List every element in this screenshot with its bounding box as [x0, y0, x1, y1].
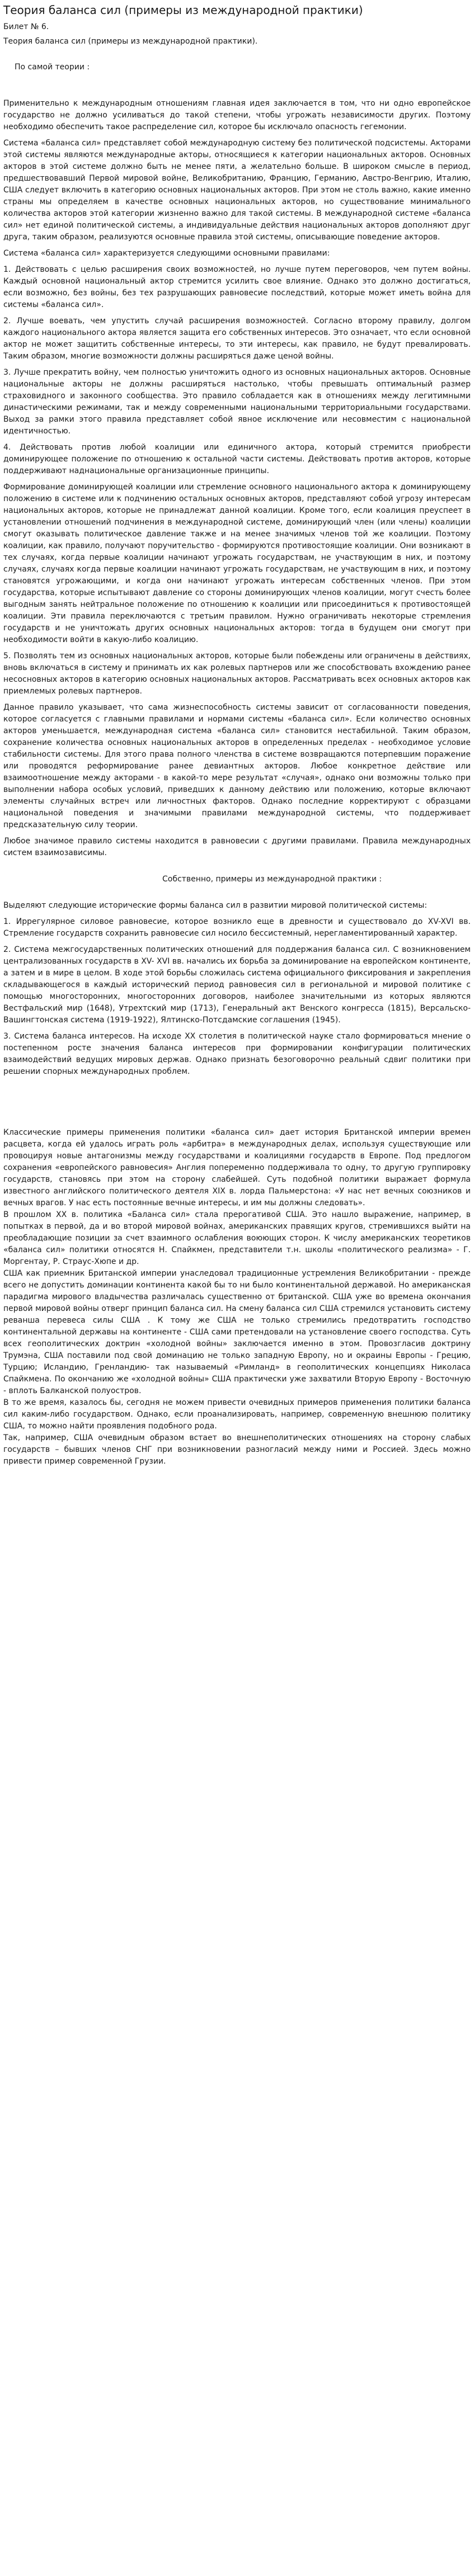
subtitle: Теория баланса сил (примеры из международной практики). — [3, 37, 258, 46]
form-item: 3. Система баланса интересов. На исходе XX столетия в политической науке стало формироваться мнение о постепенном росте значения баланса интересов при формировании конфигурации политических взаимодействий ведущих мировых держав. Однако признать безоговорочно реальный сдвиг политики при решении спорных международных проблем. — [3, 1032, 471, 1076]
paragraph: Любое значимое правило системы находится в равновесии с другими правилами. Правила международных систем взаимозависимы. — [3, 837, 471, 857]
theory-heading: По самой теории : — [15, 63, 90, 72]
history-paragraph: Так, например, США очевидным образом встает во внешнеполитических отношениях на сторону слабых государств – бывших членов СНГ при возникновении разногласий между ними и Россией. Здесь можно привести пример современной Грузии. — [3, 1433, 471, 1466]
forms-section — [0, 900, 474, 1078]
paragraph: Система «баланса сил» характеризуется следующими основными правилами: — [3, 249, 330, 258]
form-item: 1. Иррегулярное силовое равновесие, которое возникло еще в древности и существовало до XV-XVI вв. Стремление государств сохранить равновесие сил носило бессистемный, нерегламентированный характер. — [3, 917, 471, 938]
theory-body — [0, 98, 474, 859]
history-paragraph: В то же время, казалось бы, сегодня не можем привести очевидных примеров применения политики баланса сил каким-либо государством. Однако, если проанализировать, например, современную внешнюю политику США, то можно найти проявления подобного рода. — [3, 1398, 471, 1431]
paragraph: Применительно к международным отношениям главная идея заключается в том, что ни одно европейское государство не должно усиливаться до такой степени, чтобы угрожать независимости других. Поэтому необходимо обеспечить такое распределение сил, которое бы исключало опасность гегемонии. — [3, 99, 471, 131]
rule-item: 4. Действовать против любой коалиции или единичного актора, который стремится приобрести доминирующее положение по отношению к остальной части системы. Действовать против акторов, которые поддерживают наднациональные организационные принципы. — [3, 443, 471, 475]
rule-item: 3. Лучше прекратить войну, чем полностью уничтожить одного из основных национальных акторов. Основные национальные акторы не должны расширяться настолько, чтобы превышать оптимальный размер страховидного и законного сообщества. Это правило собладается как в отношениях между легитимными династическими режимами, так и между современными национальными территориальными государствами. Выход за рамки этого правила представляет собой явное исключение или несовместим с национальной идентичностью. — [3, 368, 471, 436]
examples-heading: Собственно, примеры из международной практики : — [162, 875, 382, 884]
forms-intro: Выделяют следующие исторические формы баланса сил в развитии мировой политической системы: — [3, 901, 428, 910]
history-paragraph: США как приемник Британской империи унаследовал традиционные устремления Великобритании - прежде всего не допустить доминации континента какой бы то ни было континентальной державой. Но американская парадигма мирового владычества различалась существенно от британской. США уже во времена окончания первой мировой войны отверг принцип баланса сил. На смену баланса сил США стремился установить систему реванша перевеса силы США . К тому же США не только стремились предотвратить господство континентальной державы на континенте - США сами претендовали на установление своего господства. Суть всех геополитических доктрин «холодной войны» заключается именно в этом. Провозгласив доктрину Трумэна, США поставили под свой доминацию не только западную Европу, но и окраины Европы - Грецию, Турцию; Исландию, Гренландию- так называемый «Римланд» в геополитических концепциях Николаса Спайкмена. По окончанию же «холодной войны» США практически уже захватили Вторую Европу - Восточную - вплоть Балканской полуостров. — [3, 1269, 471, 1395]
rule-item: 2. Лучше воевать, чем упустить случай расширения возможностей. Согласно второму правилу, долгом каждого национального актора является защита его собственных интересов. Это означает, что если основной актор не может защитить собственные интересы, то эти интересы, как правило, не будут превалировать. Таким образом, многие возможности должны расширяться даже ценой войны. — [3, 317, 471, 361]
page-title: Теория баланса сил (примеры из международной практики) — [3, 3, 363, 17]
paragraph: Данное правило указывает, что сама жизнеспособность системы зависит от согласованности поведения, которое согласуется с главными правилами и нормами системы «баланса сил». Если количество основных акторов уменьшается, международная система «баланса сил» становится нестабильной. Таким образом, сохранение количества основных национальных акторов в определенных пределах - необходимое условие стабильности системы. Для этого права полного членства в системе возвращаются потерпевшим поражение или проводятся реформирование ранее девиантных акторов. Любое конкретное действие или взаимоотношение между акторами - в какой-то мере результат «случая», однако они возможны только при выполнении набора особых условий, приведших к данному действию или положению, которые включают элементы случайных встреч или личностных факторов. Однако последние корректируют с образцами национальной поведения и значимыми правилами международной системы, что поддерживает предсказательную силу теории. — [3, 703, 471, 829]
rule-item: 1. Действовать с целью расширения своих возможностей, но лучше путем переговоров, чем путем войны. Каждый основной национальный актор стремится усилить свое влияние. Однако это должно достигаться, если возможно, без войны, без тех разрушающих равновесие последствий, которые может иметь война для системы «баланса сил». — [3, 265, 471, 309]
paragraph: Формирование доминирующей коалиции или стремление основного национального актора к доминирующему положению в системе или к подчинению остальных основных акторов, представляют собой угрозу интересам национальных акторов, которые не принадлежат данной коалиции. Кроме того, если коалиция преуспеет в установлении отношений подчинения в международной системе, доминирующий член (или члены) коалиции смогут оказывать политическое давление также и на менее значимых членов той же коалиции. Поэтому коалиции, как правило, получают поручительство - формируются противостоящие коалиции. Они возникают в тех случаях, когда первые коалиции начинают угрожать государствам, не участвующим в них, и поэтому случаях, случаях когда первые коалиции начинают угрожать государствам, не участвующим в них, и поэтому становятся угрожающими, и когда они начинают угрожать интересам собственных членов. При этом государства, которые испытывают давление со стороны доминирующих членов коалиции, могут счесть более выгодным занять нейтральное положение по отношению к коалиции или присоединиться к противостоящей коалиции. Эти правила переключаются с третьим правилом. Нужно ограничивать некоторые стремления государств и не уничтожать других основных национальных акторов: тогда в будущем они смогут при необходимости войти в какую-либо коалицию. — [3, 483, 471, 644]
history-paragraph: Классические примеры применения политики «баланса сил» дает история Британской империи времен расцвета, когда ей удалось играть роль «арбитра» в международных делах, используя существующие или провоцируя новые антагонизмы между государствами и коалициями государств в Европе. Под предлогом сохранения «европейского равновесия» Англия попеременно поддерживала то одну, то другую группировку государств, становясь при этом на сторону слабейшей. Суть подобной политики выражает формула известного английского политического деятеля XIX в. лорда Пальмерстона: «У нас нет вечных союзников и вечных врагов. У нас есть постоянные вечные интересы, и им мы должны следовать». — [3, 1128, 471, 1207]
paragraph: Система «баланса сил» представляет собой международную систему без политической подсистемы. Акторами этой системы являются международные акторы, относящиеся к категории национальных акторов. Основных акторов в этой системе должно быть не менее пяти, а желательно больше. В широком смысле в период, предшествовавший Первой мировой войне, Великобританию, Францию, Германию, Австро-Венгрию, Италию, США следует включить в категорию основных национальных акторов. При этом не столь важно, какие именно страны мы определяем в качестве основных национальных акторов, но существование минимального количества акторов этой категории жизненно важно для такой системы. В международной системе «баланса сил» нет единой политической системы, а индивидуальные действия национальных акторов дополняют друг друга, таким образом, реализуются основные правила этой системы, описывающие поведение акторов. — [3, 139, 471, 242]
history-section — [0, 1127, 474, 1468]
history-paragraph: В прошлом XX в. политика «Баланса сил» стала прерогативой США. Это нашло выражение, например, в попытках в первой, да и во второй мировой войнах, американских правящих кругов, стремившихся выйти на преобладающие позиции за счет взаимного ослабления воюющих сторон. К числу американских теоретиков «баланса сил» политики относятся Н. Спайкмен, представители т.н. школы «политического реализма» - Г. Моргентау, Р. Страус-Хюпе и др. — [3, 1210, 471, 1266]
ticket-number: Билет № 6. — [3, 22, 49, 31]
rule-item: 5. Позволять тем из основных национальных акторов, которые были побеждены или ограничены в действиях, вновь включаться в систему и принимать их как ролевых партнеров или же способствовать вхождению ранее несосновных акторов в категорию основных национальных акторов. Рассматривать всех основных акторов как приемлемых ролевых партнеров. — [3, 652, 471, 696]
form-item: 2. Система межгосударственных политических отношений для поддержания баланса сил. С возникновением централизованных государств в XV- XVI вв. начались их борьба за доминирование на европейском континенте, а затем и в мире в целом. В ходе этой борьбы сложилась система официального фиксирования и закрепления складывающегося в каждый исторический период равновесия сил в региональной и мировой политике с помощью многосторонних, многосторонних договоров, наиболее значительными из которых являются Вестфальский мир (1648), Утрехтский мир (1713), Генеральный акт Венского конгресса (1815), Версальско-Вашингтонская система (1919-1922), Ялтинско-Потсдамские соглашения (1945). — [3, 945, 471, 1025]
